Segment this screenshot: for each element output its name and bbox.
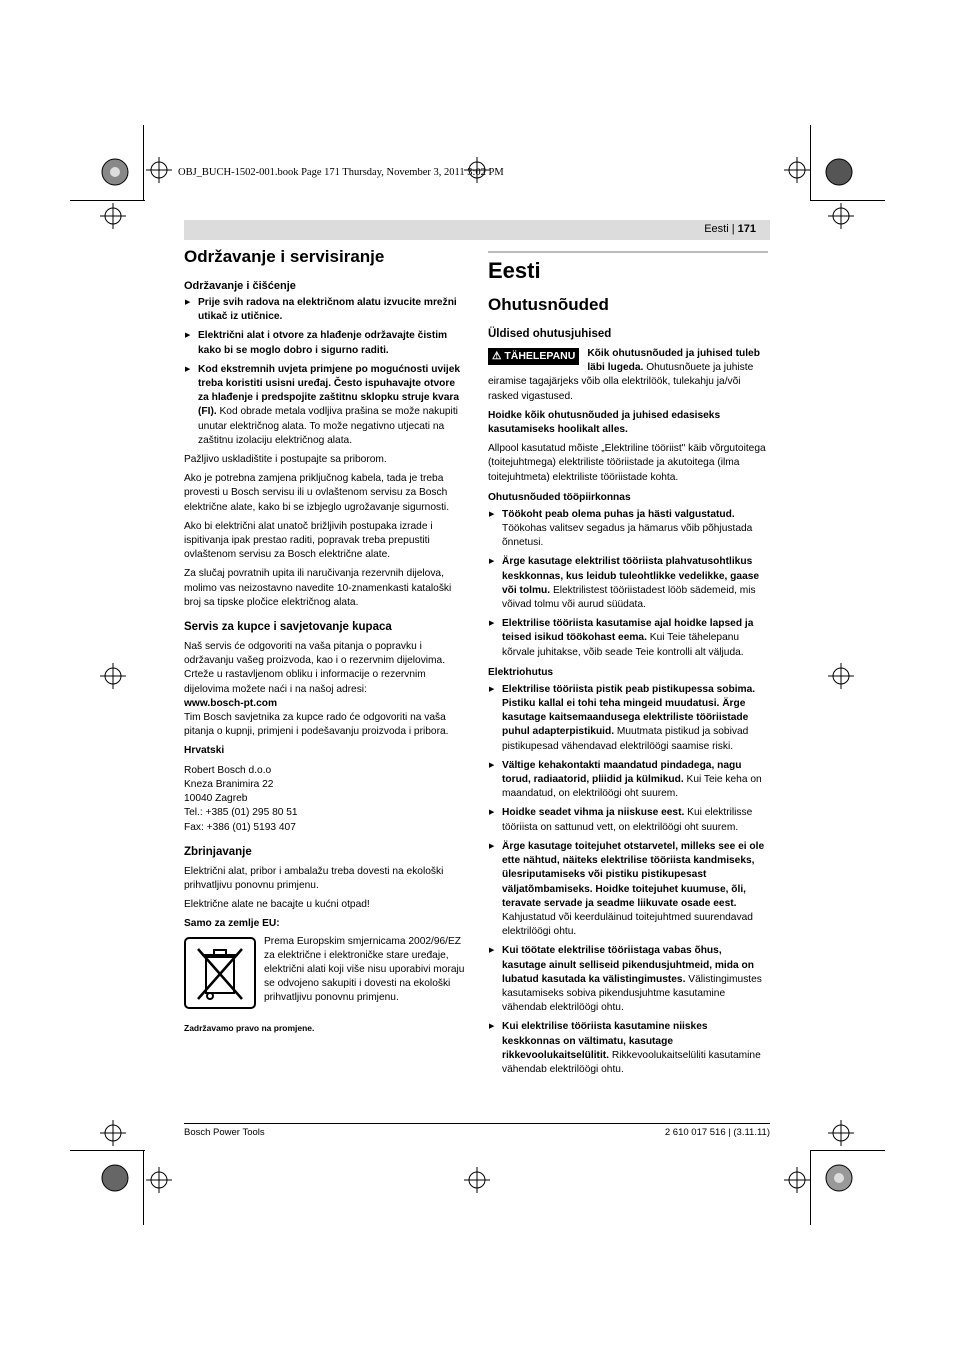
crosshair-icon: [784, 1167, 810, 1193]
crop-mark: [810, 1150, 885, 1151]
crop-mark: [810, 1150, 811, 1225]
paragraph: Prema Europskim smjernicama 2002/96/EZ za električne i elektroničke stare uređaje, električni alati koji više nisu uporabivi moraju se odvojeno sakupiti i dovesti na ekološki prihvatljivu ponovnu primjenu.: [264, 935, 465, 1004]
weee-block: [184, 935, 466, 1013]
eu-label: Samo za zemlje EU:: [184, 918, 280, 930]
bullet-item: ▶ Töökoht peab olema puhas ja hästi valgustatud. Töökohas valitsev segadus ja hämarus võib põhjustada õnnetusi.: [488, 508, 768, 551]
registration-mark-icon: [100, 157, 130, 187]
footer-divider: [184, 1123, 770, 1124]
address: Robert Bosch d.o.o Kneza Branimira 22 10040 Zagreb Tel.: +385 (01) 295 80 51 Fax: +386 (01) 5193 407: [184, 764, 298, 833]
crop-mark: [810, 200, 885, 201]
bullet-item: ▶ Vältige kehakontakti maandatud pindadega, nagu torud, radiaatorid, pliidid ja külmikud. Kui Teie keha on maandatud, on elektrilöögi oht suurem.: [488, 759, 768, 802]
bullet-item: ▶ Elektrilise tööriista kasutamise ajal hoidke lapsed ja teised isikud töökohast eema. Kui Teie tähelepanu kõrvale juhitakse, võib seade Teie kontrolli alt väljuda.: [488, 617, 768, 660]
section-title: Ohutusnõuded: [488, 295, 609, 314]
bullet-item: ▶ Elektrilise tööriista pistik peab pistikupessa sobima. Pistiku kallal ei tohi teha mingeid muudatusi. Ärge kasutage kaitsemaandusega elektriliste tööriistade puhul adapterpistikuid. Muutmata pistikud ja sobivad pistikupesad vähendavad elektrilöögi saamise riski.: [488, 683, 768, 754]
bullet-item: ▶ Kod ekstremnih uvjeta primjene po mogućnosti uvijek treba koristiti usisni uređaj. Često ispuhavajte otvore za hlađenje i predspojite zaštitnu sklopku struje kvara (FI). Kod obrade metala vodljiva prašina se može nakupiti unutar električnog alata. To može negativno utjecati na zaštitnu izolaciju električnog alata.: [184, 363, 466, 448]
crosshair-icon: [100, 663, 126, 689]
right-column: [488, 251, 768, 1082]
bullet-item: ▶ Električni alat i otvore za hlađenje održavajte čistim kako bi se moglo dobro i sigurno raditi.: [184, 329, 466, 357]
paragraph: Pažljivo uskladištite i postupajte sa priborom.: [184, 454, 387, 466]
subheading: Elektriohutus: [488, 666, 554, 678]
crop-mark: [143, 125, 144, 200]
crosshair-icon: [146, 1167, 172, 1193]
crosshair-icon: [828, 1120, 854, 1146]
crop-mark: [70, 1150, 145, 1151]
disclaimer: Zadržavamo pravo na promjene.: [184, 1022, 315, 1033]
file-info: OBJ_BUCH-1502-001.book Page 171 Thursday, November 3, 2011 3:02 PM: [178, 167, 504, 178]
page-header: [184, 220, 770, 240]
paragraph: Hoidke kõik ohutusnõuded ja juhised edasiseks kasutamiseks hoolikalt alles.: [488, 409, 721, 436]
paragraph: Ako je potrebna zamjena priključnog kabela, tada je treba provesti u Bosch servisu ili u ovlaštenom servisu za Bosch električne alate, kako bi se izbjeglo ugrožavanje sigurnosti.: [184, 473, 450, 513]
language-title: Eesti: [488, 251, 768, 285]
paragraph: Tim Bosch savjetnika za kupce rado će odgovoriti na vaša pitanja o kupnji, primjeni i podešavanju proizvoda i pribora.: [184, 712, 449, 738]
section-title: Održavanje i servisiranje: [184, 247, 385, 266]
crosshair-icon: [784, 157, 810, 183]
subheading: Zbrinjavanje: [184, 845, 252, 858]
crossed-bin-icon: [184, 937, 256, 1009]
website-url: www.bosch-pt.com: [184, 697, 278, 709]
crosshair-icon: [464, 1167, 490, 1193]
bullet-item: ▶ Kui elektrilise tööriista kasutamine niiskes keskkonnas on vältimatu, kasutage rikkevoolukaitselülitit. Rikkevoolukaitselüliti kasutamine vähendab elektrilöögi ohtu.: [488, 1020, 768, 1077]
warning-block: ⚠ TÄHELEPANU Kõik ohutusnõuded ja juhised tuleb läbi lugeda. Ohutusnõuete ja juhiste eiramise tagajärjeks võib olla elektrilöök, tulekahju ja/või rasked vigastused.: [488, 348, 760, 402]
paragraph: Električni alat, pribor i ambalažu treba dovesti na ekološki prihvatljivu ponovnu primjenu.: [184, 865, 444, 891]
warning-badge: ⚠ TÄHELEPANU: [488, 348, 579, 365]
paragraph: Električne alate ne bacajte u kućni otpad!: [184, 899, 370, 911]
left-column: [184, 247, 466, 1040]
footer-code: 2 610 017 516 | (3.11.11): [664, 1127, 770, 1138]
crosshair-icon: [828, 663, 854, 689]
crop-mark: [70, 200, 145, 201]
registration-mark-icon: [824, 1163, 854, 1193]
crosshair-icon: [146, 157, 172, 183]
crosshair-icon: [100, 1120, 126, 1146]
bullet-item: ▶ Ärge kasutage toitejuhet otstarvetel, milleks see ei ole ette nähtud, näiteks elektrilise tööriista kandmiseks, ülesriputamiseks või pistiku pistikupesast väljatõmbamiseks. Hoidke toitejuhet kuumuse, õli, teravate servade ja seadme liikuvate osade eest. Kahjustatud või keerduläinud toitejuhtmed suurendavad elektrilöögi ohtu.: [488, 840, 768, 939]
bullet-item: ▶ Ärge kasutage elektrilist tööriista plahvatusohtlikus keskkonnas, kus leidub tuleohtlikke vedelikke, gaase või tolmu. Elektrilistest tööriistadest lööb sädemeid, mis võivad tolmu või aurud süüdata.: [488, 555, 768, 612]
bullet-item: ▶ Kui töötate elektrilise tööriistaga vabas õhus, kasutage ainult selliseid pikendusjuhtmeid, mida on lubatud kasutada ka välistingimustes. Välistingimustes kasutamiseks sobiva pikendusjuhtme kasutamine vähendab elektrilöögi ohtu.: [488, 944, 768, 1015]
header-text: Eesti | 171: [704, 223, 756, 235]
paragraph: Ako bi električni alat unatoč brižljivih postupaka izrade i ispitivanja ipak prestao raditi, popravak treba prepustiti ovlaštenom servisu za Bosch električne alate.: [184, 520, 433, 561]
country-label: Hrvatski: [184, 745, 225, 757]
paragraph: Allpool kasutatud mõiste „Elektriline tööriist" käib võrgutoitega (toitejuhtmega) elektriliste tööriistade ja akutoitega (ilma toitejuhtmeta) elektriliste tööriistade kohta.: [488, 443, 766, 483]
header-section: Eesti: [704, 223, 729, 235]
bullet-item: ▶ Prije svih radova na električnom alatu izvucite mrežni utikač iz utičnice.: [184, 296, 466, 324]
subheading: Ohutusnõuded tööpiirkonnas: [488, 491, 631, 503]
crop-mark: [143, 1150, 144, 1225]
paragraph: Naš servis će odgovoriti na vaša pitanja o popravku i održavanju vašeg proizvoda, kao i o rezervnim dijelovima. Crteže u rastavljenom obliku i informacije o rezervnim dijelovima možete naći i na našoj adresi:: [184, 641, 446, 695]
subheading: Održavanje i čišćenje: [184, 280, 296, 292]
paragraph: Za slučaj povratnih upita ili naručivanja rezervnih dijelova, molimo vas neizostavno navedite 10-znamenkasti kataloški broj sa tipske pločice električnog alata.: [184, 568, 452, 608]
footer-brand: Bosch Power Tools: [184, 1127, 265, 1138]
subheading: Servis za kupce i savjetovanje kupaca: [184, 621, 392, 634]
subheading: Üldised ohutusjuhised: [488, 328, 612, 340]
crosshair-icon: [828, 203, 854, 229]
registration-mark-icon: [824, 157, 854, 187]
crop-mark: [810, 125, 811, 200]
bullet-item: ▶ Hoidke seadet vihma ja niiskuse eest. Kui elektrilisse tööriista on sattunud vett, on elektrilöögi oht suurem.: [488, 806, 768, 834]
crosshair-icon: [100, 203, 126, 229]
page-number: 171: [737, 223, 756, 235]
registration-mark-icon: [100, 1163, 130, 1193]
